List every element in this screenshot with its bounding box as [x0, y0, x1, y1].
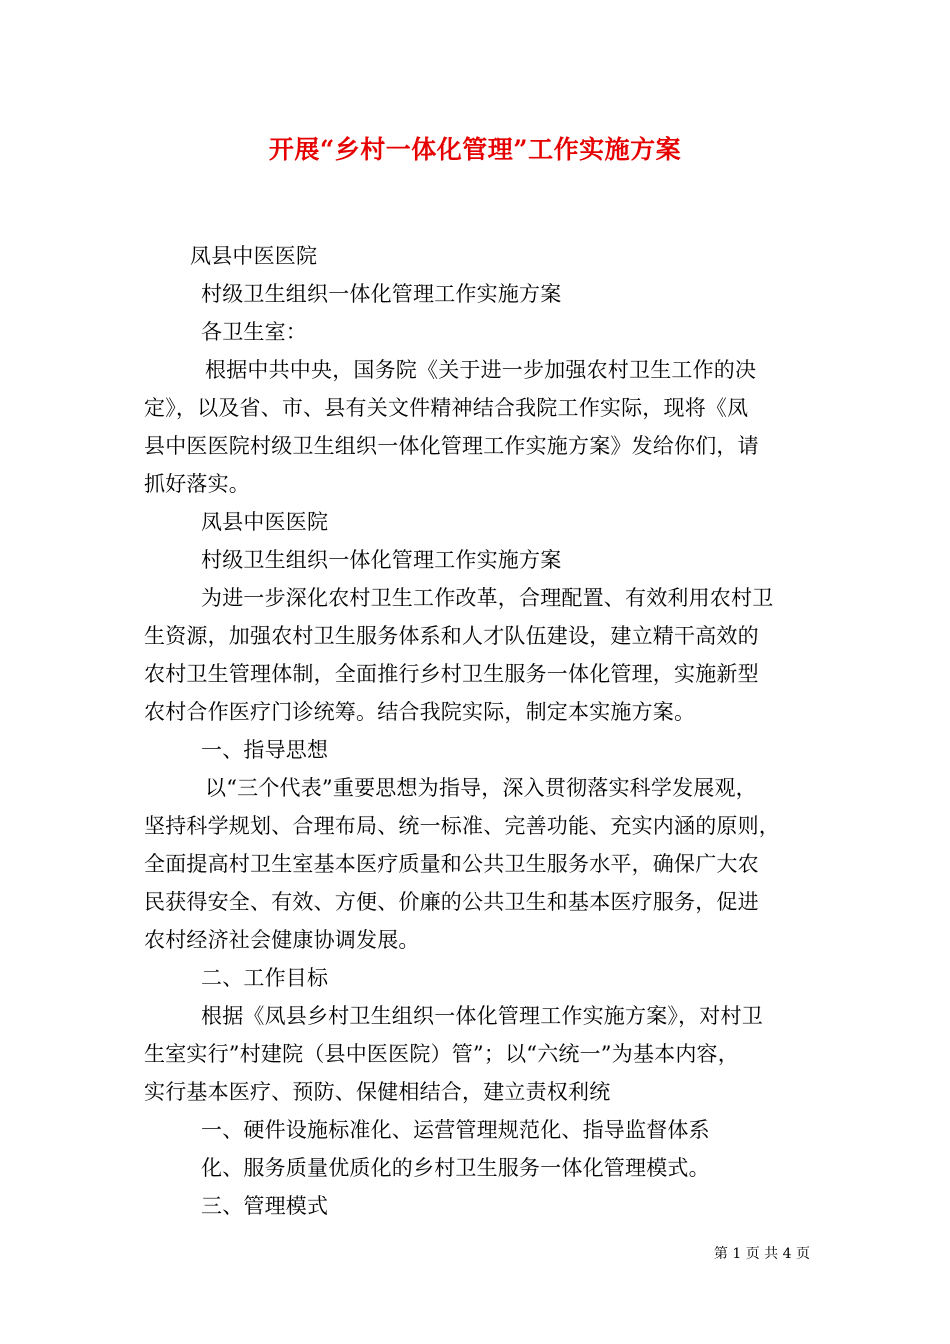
paragraph-line: 定》，以及省、市、县有关文件精神结合我院工作实际，现将《凤 [144, 396, 749, 420]
paragraph-line: 生资源，加强农村卫生服务体系和人才队伍建设，建立精干高效的 [144, 624, 759, 648]
paragraph-line: 农村经济社会健康协调发展。 [144, 928, 420, 952]
issuer-line: 凤县中医医院 [201, 510, 329, 534]
paragraph-line: 根据《凤县乡村卫生组织一体化管理工作实施方案》，对村卫 [201, 1004, 763, 1028]
document-title: 开展“乡村一体化管理”工作实施方案 [268, 135, 682, 164]
paragraph-line: 一、硬件设施标准化、运营管理规范化、指导监督体系 [201, 1118, 710, 1142]
paragraph-line: 根据中共中央，国务院《关于进一步加强农村卫生工作的决 [205, 358, 757, 382]
paragraph-line: 坚持科学规划、合理布局、统一标准、完善功能、充实内涵的原则， [144, 814, 780, 838]
paragraph-line: 农村卫生管理体制，全面推行乡村卫生服务一体化管理，实施新型 [144, 662, 759, 686]
paragraph-line: 化、服务质量优质化的乡村卫生服务一体化管理模式。 [201, 1156, 710, 1180]
salutation-line: 各卫生室： [201, 320, 307, 344]
issuer-line: 凤县中医医院 [190, 244, 318, 268]
section-heading: 一、指导思想 [201, 738, 329, 762]
paragraph-line: 生室实行”村建院（县中医医院）管”；以“六统一”为基本内容， [144, 1042, 739, 1066]
paragraph-line: 农村合作医疗门诊统筹。结合我院实际，制定本实施方案。 [144, 700, 696, 724]
paragraph-line: 全面提高村卫生室基本医疗质量和公共卫生服务水平，确保广大农 [144, 852, 759, 876]
paragraph-line: 以“三个代表”重要思想为指导，深入贯彻落实科学发展观， [205, 776, 757, 800]
paragraph-line: 为进一步深化农村卫生工作改革，合理配置、有效利用农村卫 [201, 586, 774, 610]
paragraph-line: 实行基本医疗、预防、保健相结合，建立责权利统 [144, 1080, 611, 1104]
subtitle-line: 村级卫生组织一体化管理工作实施方案 [201, 548, 562, 572]
paragraph-line: 民获得安全、有效、方便、价廉的公共卫生和基本医疗服务，促进 [144, 890, 759, 914]
section-heading: 三、管理模式 [201, 1194, 329, 1218]
paragraph-line: 县中医医院村级卫生组织一体化管理工作实施方案》发给你们，请 [144, 434, 759, 458]
subtitle-line: 村级卫生组织一体化管理工作实施方案 [201, 282, 562, 306]
page-number: 第 1 页 共 4 页 [713, 1246, 810, 1262]
section-heading: 二、工作目标 [201, 966, 329, 990]
paragraph-line: 抓好落实。 [144, 472, 250, 496]
